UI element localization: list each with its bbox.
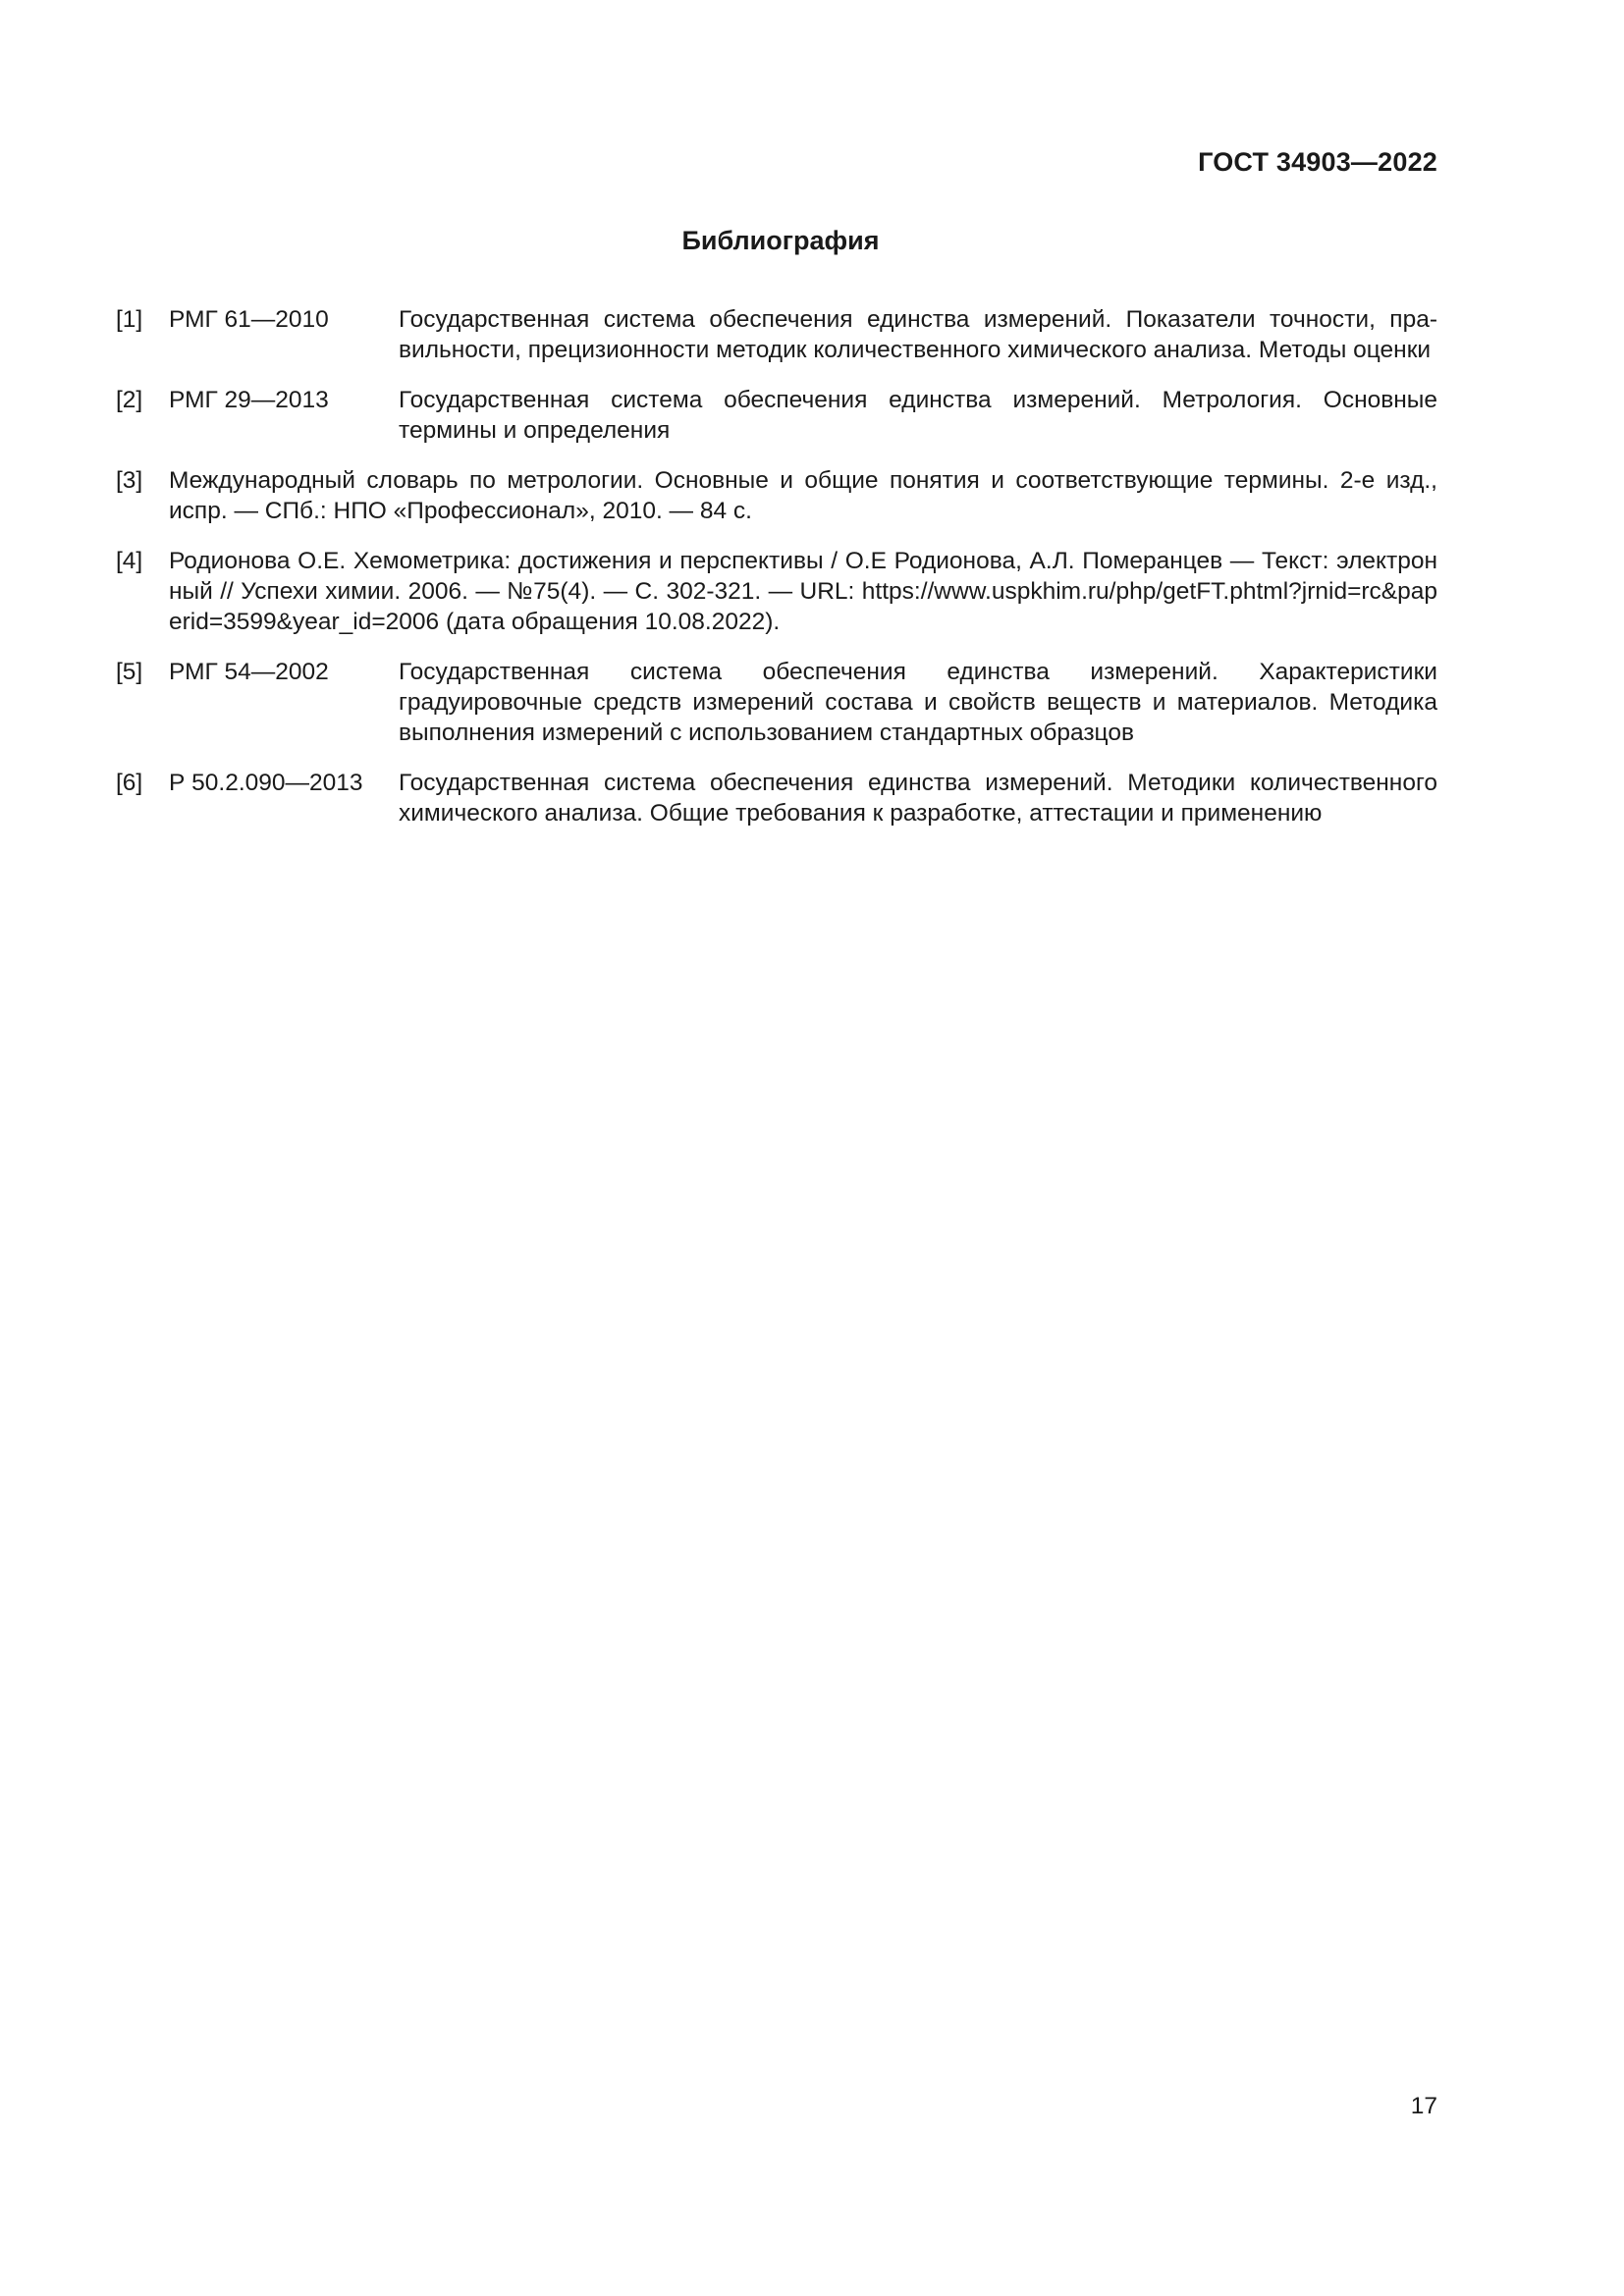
page-title: Библиография	[681, 226, 880, 255]
entry-text: Международный словарь по метрологии. Основные и общие понятия и соответствующие термины. 2-е изд., испр. — СПб.: НПО «Профессионал», 2010. — 84 с.	[169, 467, 1437, 524]
bibliography-entry-6	[116, 768, 1437, 828]
entry-text: Родионова О.Е. Хемометрика: достижения и перспективы / О.Е Родионова, А.Л. Померанцев — Текст: электронный // Успехи химии. 2006. — №75(4). — С. 302-321. — URL: https://www.uspkhim.ru/php/getFT.phtml?jrnid=rc&paperid=3599&year_id=2006 (дата обращения 10.08.2022).	[169, 548, 1437, 635]
entry-number: [6]	[116, 770, 143, 796]
entry-number: [3]	[116, 467, 143, 494]
bibliography-entry-2	[116, 385, 1437, 446]
document-code: ГОСТ 34903—2022	[1198, 147, 1437, 177]
entry-number: [5]	[116, 659, 143, 685]
entry-code: РМГ 61—2010	[169, 306, 329, 333]
entry-number: [1]	[116, 306, 143, 333]
entry-code: Р 50.2.090—2013	[169, 770, 363, 796]
bibliography-entry-1	[116, 304, 1437, 365]
entry-text: Государственная система обеспечения единства измерений. Показатели точности, пра-вильности, прецизионности методик количественного химического анализа. Методы оценки	[399, 306, 1437, 363]
bibliography-list	[116, 304, 1437, 848]
bibliography-entry-3	[116, 465, 1437, 526]
entry-number: [4]	[116, 548, 143, 574]
page-number: 17	[1410, 2093, 1437, 2119]
entry-code: РМГ 29—2013	[169, 387, 329, 413]
bibliography-entry-5	[116, 657, 1437, 748]
entry-code: РМГ 54—2002	[169, 659, 329, 685]
entry-text: Государственная система обеспечения единства измерений. Методики количественного химического анализа. Общие требования к разработке, аттестации и применению	[399, 770, 1437, 827]
entry-text: Государственная система обеспечения единства измерений. Метрология. Основные термины и определения	[399, 387, 1437, 444]
entry-text: Государственная система обеспечения единства измерений. Характеристики градуировочные средств измерений состава и свойств веществ и материалов. Методика выполнения измерений с использованием стандартных образцов	[399, 659, 1437, 746]
bibliography-entry-4	[116, 546, 1437, 637]
entry-number: [2]	[116, 387, 143, 413]
